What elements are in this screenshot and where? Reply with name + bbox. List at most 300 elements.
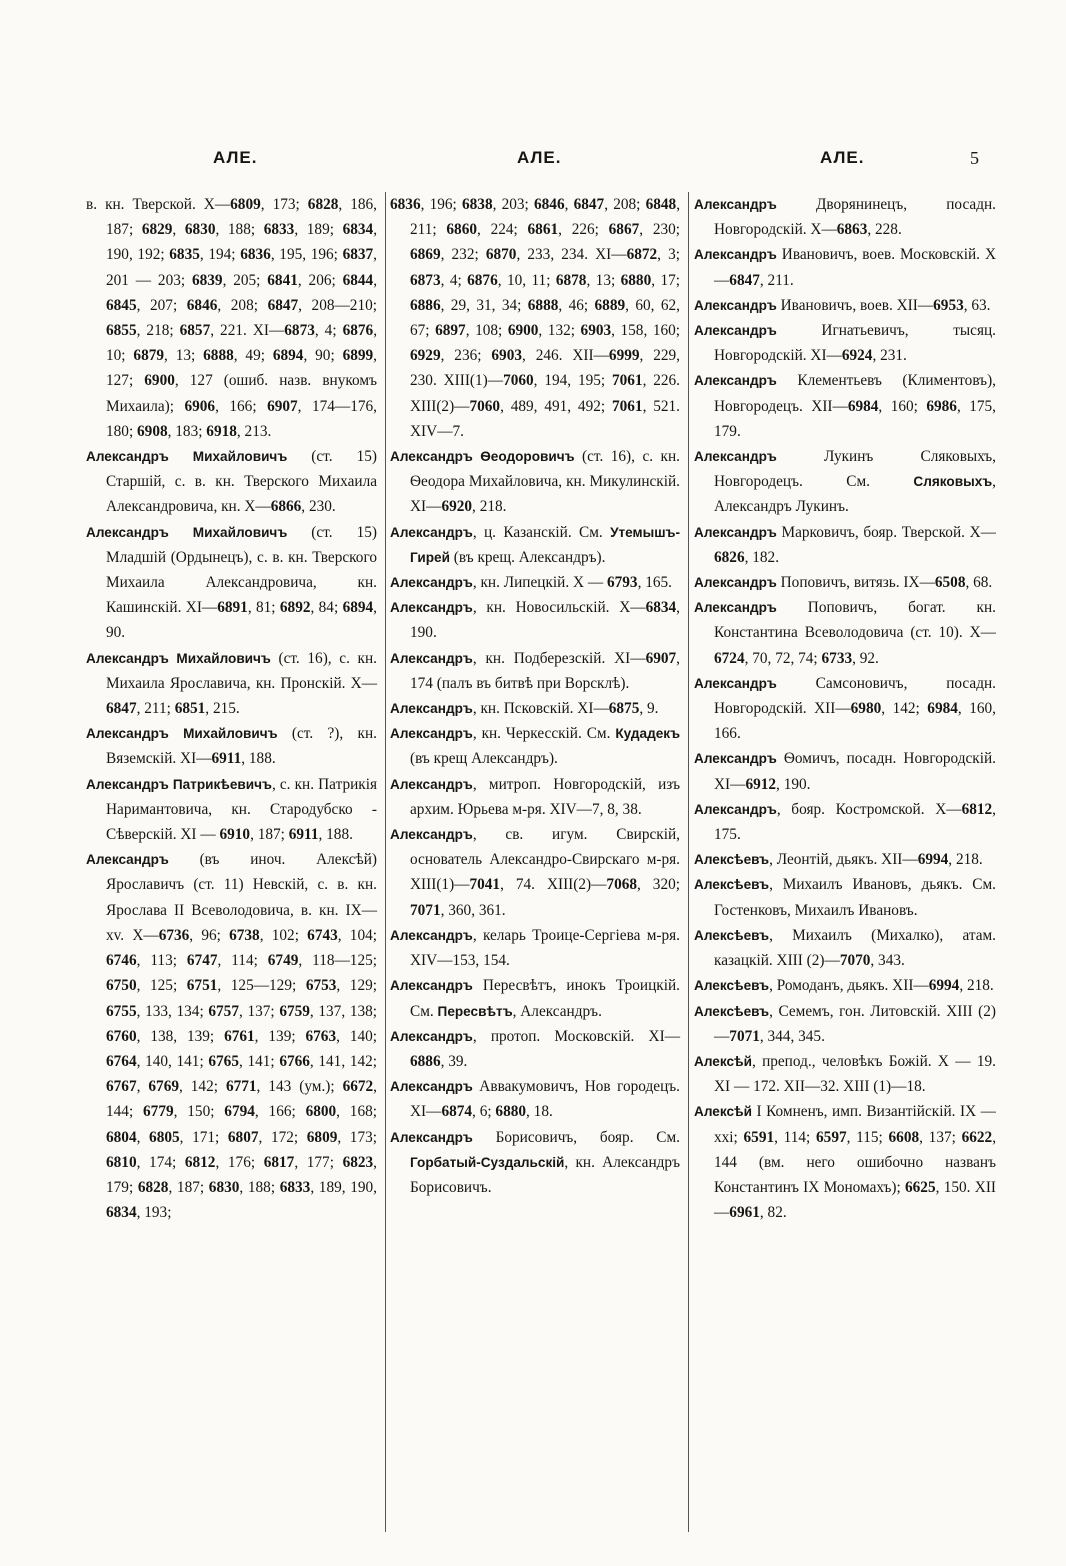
entry-text: , 215. [205,700,240,718]
index-entry [390,570,680,595]
entry-headword: Александръ Патрикѣевичъ [86,776,272,792]
entry-text: , 127; [106,347,377,390]
entry-text: , 236; [440,347,492,365]
entry-text: , 213. [236,422,272,440]
index-entry [694,973,996,998]
entry-text: , 344, 345. [759,1027,825,1045]
entry-text: , 187; [168,1178,209,1196]
index-entry [694,872,996,922]
entry-text: , [564,196,574,213]
entry-headword: Александръ [694,297,777,313]
running-head-center: АЛЕ. [517,148,562,167]
entry-headword: Александръ [390,1129,473,1145]
index-entry [390,1125,680,1201]
year-reference: 6866 [270,498,302,516]
year-reference: 6888 [527,296,559,314]
year-reference: 7068 [606,876,638,894]
entry-text: , 4; [440,271,468,289]
year-reference: 6749 [267,952,299,970]
year-reference: 6809 [306,1128,338,1146]
index-entry [390,721,680,771]
year-reference: 6880 [495,1103,527,1121]
index-entry [694,242,996,292]
entry-headword: Александръ [86,852,169,868]
entry-text: , 231. [872,347,907,365]
entry-text: , 132; [538,322,581,340]
entry-headword: Алексѣй [694,1104,752,1120]
entry-text: , 68. [965,574,993,592]
year-reference: 6804 [106,1128,137,1146]
entry-text: , 208—210; [298,296,377,314]
entry-text: , 208; [604,196,646,213]
entry-headword: Александръ Михайловичъ [86,524,288,540]
entry-text: , 360, 361. [440,901,506,919]
entry-text: , 102; [259,926,308,944]
entry-text: , 224; [476,221,528,239]
entry-text: , 179; [106,1153,377,1196]
index-entry [694,318,996,368]
entry-headword: Александръ [390,776,473,792]
year-reference: 6751 [186,977,218,995]
entry-headword: Пересвѣтъ [437,1003,513,1019]
year-reference: 6672 [342,1078,374,1096]
entry-text: , 174; [136,1153,185,1171]
entry-headword: Александръ [390,600,473,616]
entry-text: , 13; [164,347,204,365]
entry-text: , 194, 195; [533,372,612,390]
entry-text: , 233, 234. XI— [516,246,627,264]
year-reference: 6860 [446,221,477,239]
year-reference: 6828 [137,1178,169,1196]
index-entry [694,570,996,595]
year-reference: 6879 [133,347,165,365]
running-head [0,148,1066,178]
entry-text: , 142; [178,1078,226,1096]
entry-text: , келарь Троице-Сергіева м-ря. XIV—153, 154. [410,926,680,970]
year-reference: 6743 [307,926,338,944]
entry-text: , 144; [106,1078,377,1121]
entry-text: , св. игум. Свирскій, основатель Александро-Свирскаго м-ря. XIII(1)— [410,826,680,894]
year-reference: 6755 [106,1002,137,1020]
entry-text: Поповичъ, витязь. IX— [776,574,935,592]
entry-text: , 187; [250,826,289,844]
year-reference: 6835 [169,246,200,264]
entry-text: , 158, 160; [611,322,681,340]
year-reference: 6920 [441,498,473,516]
entry-text: Клементьевъ (Климентовъ), Новгородецъ. XII— [714,372,996,415]
entry-text: , 173; [260,196,308,213]
entry-text: , 196; [420,196,462,213]
year-reference: 6889 [594,296,626,314]
year-reference: 6769 [148,1078,179,1096]
entry-text: , 140; [336,1027,378,1045]
entry-text: Игнатьевичъ, тысяц. Новгородскій. XI— [714,322,996,365]
entry-text: Самсоновичъ, посадн. Новгородскій. XII— [714,674,996,718]
entry-headword: Александръ [694,675,777,691]
entry-text: , 190. [410,599,680,642]
index-entry [694,368,996,444]
entry-text: , 140, 141; [136,1052,209,1070]
index-entry [390,696,680,721]
entry-text: , Александръ. [512,1002,602,1020]
entry-text: , 188. [318,826,353,844]
year-reference: 6847 [267,296,299,314]
year-reference: 6894 [342,599,374,617]
index-entry [86,444,377,520]
year-reference: 6872 [626,246,658,264]
entry-text: , 211. [759,271,794,289]
entry-text: , 139; [254,1027,306,1045]
year-reference: 6736 [158,926,190,944]
entry-text: , ц. Казанскій. См. [472,523,611,541]
entry-text: , 193; [136,1204,172,1222]
year-reference: 6848 [645,196,677,213]
entry-headword: Горбатый-Суздальскій [410,1154,565,1170]
column-3 [689,192,996,1532]
entry-text: , 211; [410,196,681,239]
year-reference: 7070 [839,952,871,970]
entry-headword: Александръ [390,701,473,717]
entry-headword: Алексѣевъ [694,978,770,994]
entry-text: , 141, 142; [309,1052,378,1070]
entry-headword: Алексѣй [694,1053,752,1069]
year-reference: 6984 [927,700,958,718]
year-reference: 6980 [850,700,882,718]
entry-text: , [373,271,378,289]
year-reference: 6906 [184,397,216,415]
entry-text: Ѳомичъ, посадн. Новгородскій. XI— [714,750,996,793]
entry-text: , 195, 196; [270,246,343,264]
index-entry [390,1024,680,1074]
entry-text: , 143 (ум.); [256,1078,343,1096]
entry-text: (ст. 15) Старшій, с. в. кн. Тверского Михаила Александровича, кн. X— [106,448,377,516]
entry-text: , 104; [337,926,378,944]
year-reference: 6903 [580,322,612,340]
entry-text: , 174—176, 180; [106,397,377,440]
year-reference: 6878 [555,271,587,289]
entry-text: , 182. [744,548,780,566]
year-reference: 6779 [143,1103,174,1121]
entry-headword: Александръ [390,978,473,994]
entry-text: Лукинъ Сляковыхъ, Новгородецъ. См. [714,448,996,491]
entry-text: , 190, 192; [106,221,378,264]
year-reference: 6875 [608,700,640,718]
entry-text: , [136,1128,150,1146]
year-reference: 6817 [263,1153,295,1171]
entry-text: , 232; [440,246,486,264]
year-reference: 6767 [106,1078,137,1096]
year-reference: 6844 [342,271,374,289]
year-reference: 6597 [816,1128,847,1146]
entry-text: Ивановичъ, воев. XII— [776,296,934,314]
index-entry [390,822,680,923]
year-reference: 6986 [926,397,957,415]
index-entry [86,772,377,848]
year-reference: 6846 [186,296,218,314]
year-reference: 6836 [390,196,421,213]
entry-headword: Александръ [390,650,473,666]
entry-text: , кн. Псковскій. XI— [472,700,609,718]
year-reference: 6826 [714,548,745,566]
index-entry [390,923,680,973]
entry-headword: Александръ [694,575,777,591]
year-reference: 6870 [485,246,517,264]
index-entry [694,923,996,973]
entry-text: , Михаилъ Ивановъ, дьякъ. См. Гостенковъ, Михаилъ Ивановъ. [714,876,996,919]
year-reference: 6622 [961,1128,993,1146]
year-reference: 6833 [263,221,295,239]
year-reference: 6869 [410,246,441,264]
entry-text: , 230; [639,221,681,239]
year-reference: 7060 [469,397,501,415]
year-reference: 6753 [305,977,337,995]
year-reference: 6873 [284,322,315,340]
index-columns [86,192,996,1532]
year-reference: 6873 [410,271,441,289]
year-reference: 6836 [240,246,271,264]
entry-text: , 343. [870,952,905,970]
entry-text: Аввакумовичъ, Нов городецъ. XI— [410,1078,680,1121]
entry-text: , 189, 190, [310,1178,378,1196]
entry-text: (ст. ?), кн. Вяземскій. XI— [106,725,377,768]
year-reference: 6910 [219,826,251,844]
entry-text: , кн. Александръ Борисовичъ. [410,1153,680,1196]
entry-text: , 125; [136,977,187,995]
year-reference: 6724 [714,649,745,667]
entry-headword: Александръ [694,449,777,465]
entry-text: , 171; [179,1128,228,1146]
entry-text: (ст. 15) Младшій (Ордынецъ), с. в. кн. Тверского Михаила Александровича, кн. Кашинскій. XI— [106,523,377,617]
year-reference: 7071 [410,901,441,919]
entry-text: , 183; [167,422,207,440]
entry-text: Борисовичъ, бояр. См. [472,1128,680,1146]
entry-text: , 320; [637,876,681,894]
year-reference: 6766 [279,1052,310,1070]
year-reference: 6809 [230,196,261,213]
entry-text: , 141; [238,1052,280,1070]
entry-text: Дворянинецъ, посадн. Новгородскій. X— [714,196,996,239]
entry-text: , кн. Липецкій. X — [472,574,607,592]
entry-text: , 168; [336,1103,377,1121]
year-reference: 6841 [267,271,298,289]
entry-text: , 17; [651,271,680,289]
year-reference: 6886 [410,296,441,314]
entry-text: , 90; [303,347,343,365]
entry-text: , 228. [867,221,902,239]
entry-text: , 82. [759,1204,787,1222]
entry-headword: Александръ [390,726,473,742]
year-reference: 6874 [441,1103,473,1121]
entry-text: , 4; [314,322,343,340]
index-entry [390,772,680,822]
entry-text: , Леонтій, дьякъ. XII— [769,851,918,869]
entry-headword: Сляковыхъ [913,474,993,490]
year-reference: 6847 [573,196,605,213]
year-reference: 6794 [224,1103,255,1121]
entry-text: , 6; [472,1103,496,1121]
entry-text: , 114; [217,952,268,970]
entry-text: , 186, 187; [106,196,378,239]
index-entry [390,1074,680,1124]
index-entry [694,520,996,570]
entry-text: , Михаилъ (Михалко), атам. казацкій. XIII (2)— [714,926,996,970]
entry-text: , 137; [238,1002,280,1020]
entry-text: , 194; [199,246,241,264]
year-reference: 6994 [928,977,960,995]
year-reference: 6812 [184,1153,216,1171]
entry-headword: Алексѣевъ [694,852,770,868]
year-reference: 6829 [141,221,173,239]
year-reference: 6924 [841,347,873,365]
year-reference: 6738 [229,926,260,944]
year-reference: 6823 [342,1153,374,1171]
year-reference: 6763 [305,1027,337,1045]
entry-text: , 166; [254,1103,306,1121]
entry-headword: Александръ [694,247,777,263]
year-reference: 6900 [144,372,175,390]
year-reference: 6760 [106,1027,137,1045]
year-reference: 6857 [179,322,211,340]
index-entry [390,595,680,645]
year-reference: 6508 [934,574,966,592]
entry-text: , 60, 62, 67; [410,296,680,340]
year-reference: 7061 [611,397,643,415]
index-entry [694,847,996,872]
year-reference: 6876 [342,322,374,340]
entry-text: , митроп. Новгородскій, изъ архим. Юрьева м-ря. XIV—7, 8, 38. [410,775,680,818]
year-reference: 6886 [410,1052,441,1070]
entry-text: , [172,221,185,239]
entry-text: в. кн. Тверской. X— [86,196,231,213]
entry-text: , 13; [586,271,621,289]
entry-text: , 39. [440,1052,468,1070]
entry-text: , 226; [558,221,609,239]
year-reference: 6793 [606,574,638,592]
year-reference: 6812 [961,800,993,818]
year-reference: 6839 [191,271,223,289]
year-reference: 6833 [279,1178,311,1196]
entry-text: , 129; [336,977,378,995]
year-reference: 6911 [211,750,242,768]
entry-text: , 521. XIV—7. [410,397,680,440]
entry-text: , 46; [558,296,595,314]
entry-text: (въ крещ. Александръ). [449,548,606,566]
entry-text: , 229, 230. XIII(1)— [410,347,681,390]
entry-text: , 137; [919,1128,962,1146]
entry-text: , 201 — 203; [106,246,377,289]
year-reference: 6747 [186,952,218,970]
entry-text: , 211; [136,700,175,718]
year-reference: 6984 [847,397,879,415]
year-reference: 6834 [342,221,374,239]
page-number: 5 [970,148,979,168]
year-reference: 6828 [307,196,339,213]
entry-text: , 172; [258,1128,307,1146]
entry-text: , 489, 491, 492; [500,397,612,415]
entry-text: , 160, 166. [714,700,996,743]
year-reference: 6897 [435,322,466,340]
entry-text: , 114; [774,1128,817,1146]
entry-text: , 218. [959,977,994,995]
entry-text: , 108; [465,322,508,340]
year-reference: 6911 [288,826,319,844]
entry-text: , 230. [301,498,336,516]
entry-text: , 90. [106,599,377,642]
entry-text: , 133, 134; [136,1002,209,1020]
year-reference: 6994 [917,851,949,869]
entry-text: , кн. Подберезскій. XI— [472,649,646,667]
year-reference: 7061 [611,372,643,390]
entry-text: , 173; [337,1128,377,1146]
entry-headword: Утемышъ-Гирей [410,524,680,565]
year-reference: 6765 [208,1052,239,1070]
year-reference: 6750 [106,977,137,995]
entry-text: , 188. [241,750,276,768]
entry-text: , 74. XIII(2)— [500,876,607,894]
index-entry [390,444,680,520]
entry-text: , 188; [215,221,264,239]
entry-headword: Александръ [694,323,777,339]
entry-text: (въ иноч. Алексѣй) Ярославичъ (ст. 11) Невскій, с. в. кн. Ярослава II Всеволодовича, в. кн. IX—xv. X— [106,851,377,944]
entry-text: , кн. Черкесскій. См. [472,725,616,743]
entry-text: , протоп. Московскій. XI— [472,1027,680,1045]
index-entry [694,746,996,796]
year-reference: 6961 [729,1204,760,1222]
index-entry [86,646,377,722]
entry-headword: Александръ [390,1079,473,1095]
entry-text: , 203; [492,196,534,213]
entry-text: , 175, 179. [714,397,996,440]
year-reference: 6807 [227,1128,259,1146]
entry-headword: Александръ [694,373,777,389]
entry-text: , 218; [136,322,180,340]
index-entry [390,646,680,696]
index-entry [694,444,996,520]
year-reference: 6771 [225,1078,257,1096]
year-reference: 6800 [305,1103,337,1121]
year-reference: 6900 [507,322,539,340]
entry-text: , 177; [294,1153,343,1171]
year-reference: 6876 [467,271,498,289]
year-reference: 6810 [106,1153,137,1171]
year-reference: 7060 [503,372,534,390]
entry-headword: Кудадекъ [615,726,680,742]
entry-text: Поповичъ, богат. кн. Константина Всеволодовича (ст. 10). X— [714,599,996,642]
index-entry [694,1049,996,1099]
year-reference: 6608 [888,1128,920,1146]
entry-text: , 10, 11; [497,271,556,289]
year-reference: 7041 [469,876,501,894]
year-reference: 6805 [149,1128,180,1146]
entry-headword: Александръ [390,524,473,540]
year-reference: 6759 [279,1002,310,1020]
entry-text: , Ромоданъ, дьякъ. XII— [769,977,929,995]
entry-text: , 218. [472,498,507,516]
year-reference: 6761 [224,1027,255,1045]
year-reference: 6861 [527,221,559,239]
year-reference: 6851 [174,700,206,718]
year-reference: 6907 [645,649,677,667]
entry-text: , 84; [310,599,343,617]
entry-text: , 118—125; [298,952,377,970]
year-reference: 6918 [206,422,237,440]
index-entry [694,797,996,847]
entry-text: Ивановичъ, воев. Московскій. X— [714,246,996,289]
entry-text: (ст. 16), с. кн. Михаила Ярославича, кн. Пронскій. X— [106,649,377,692]
entry-text: , 63. [963,296,991,314]
year-reference: 6830 [208,1178,240,1196]
running-head-right: АЛЕ. [820,148,865,167]
